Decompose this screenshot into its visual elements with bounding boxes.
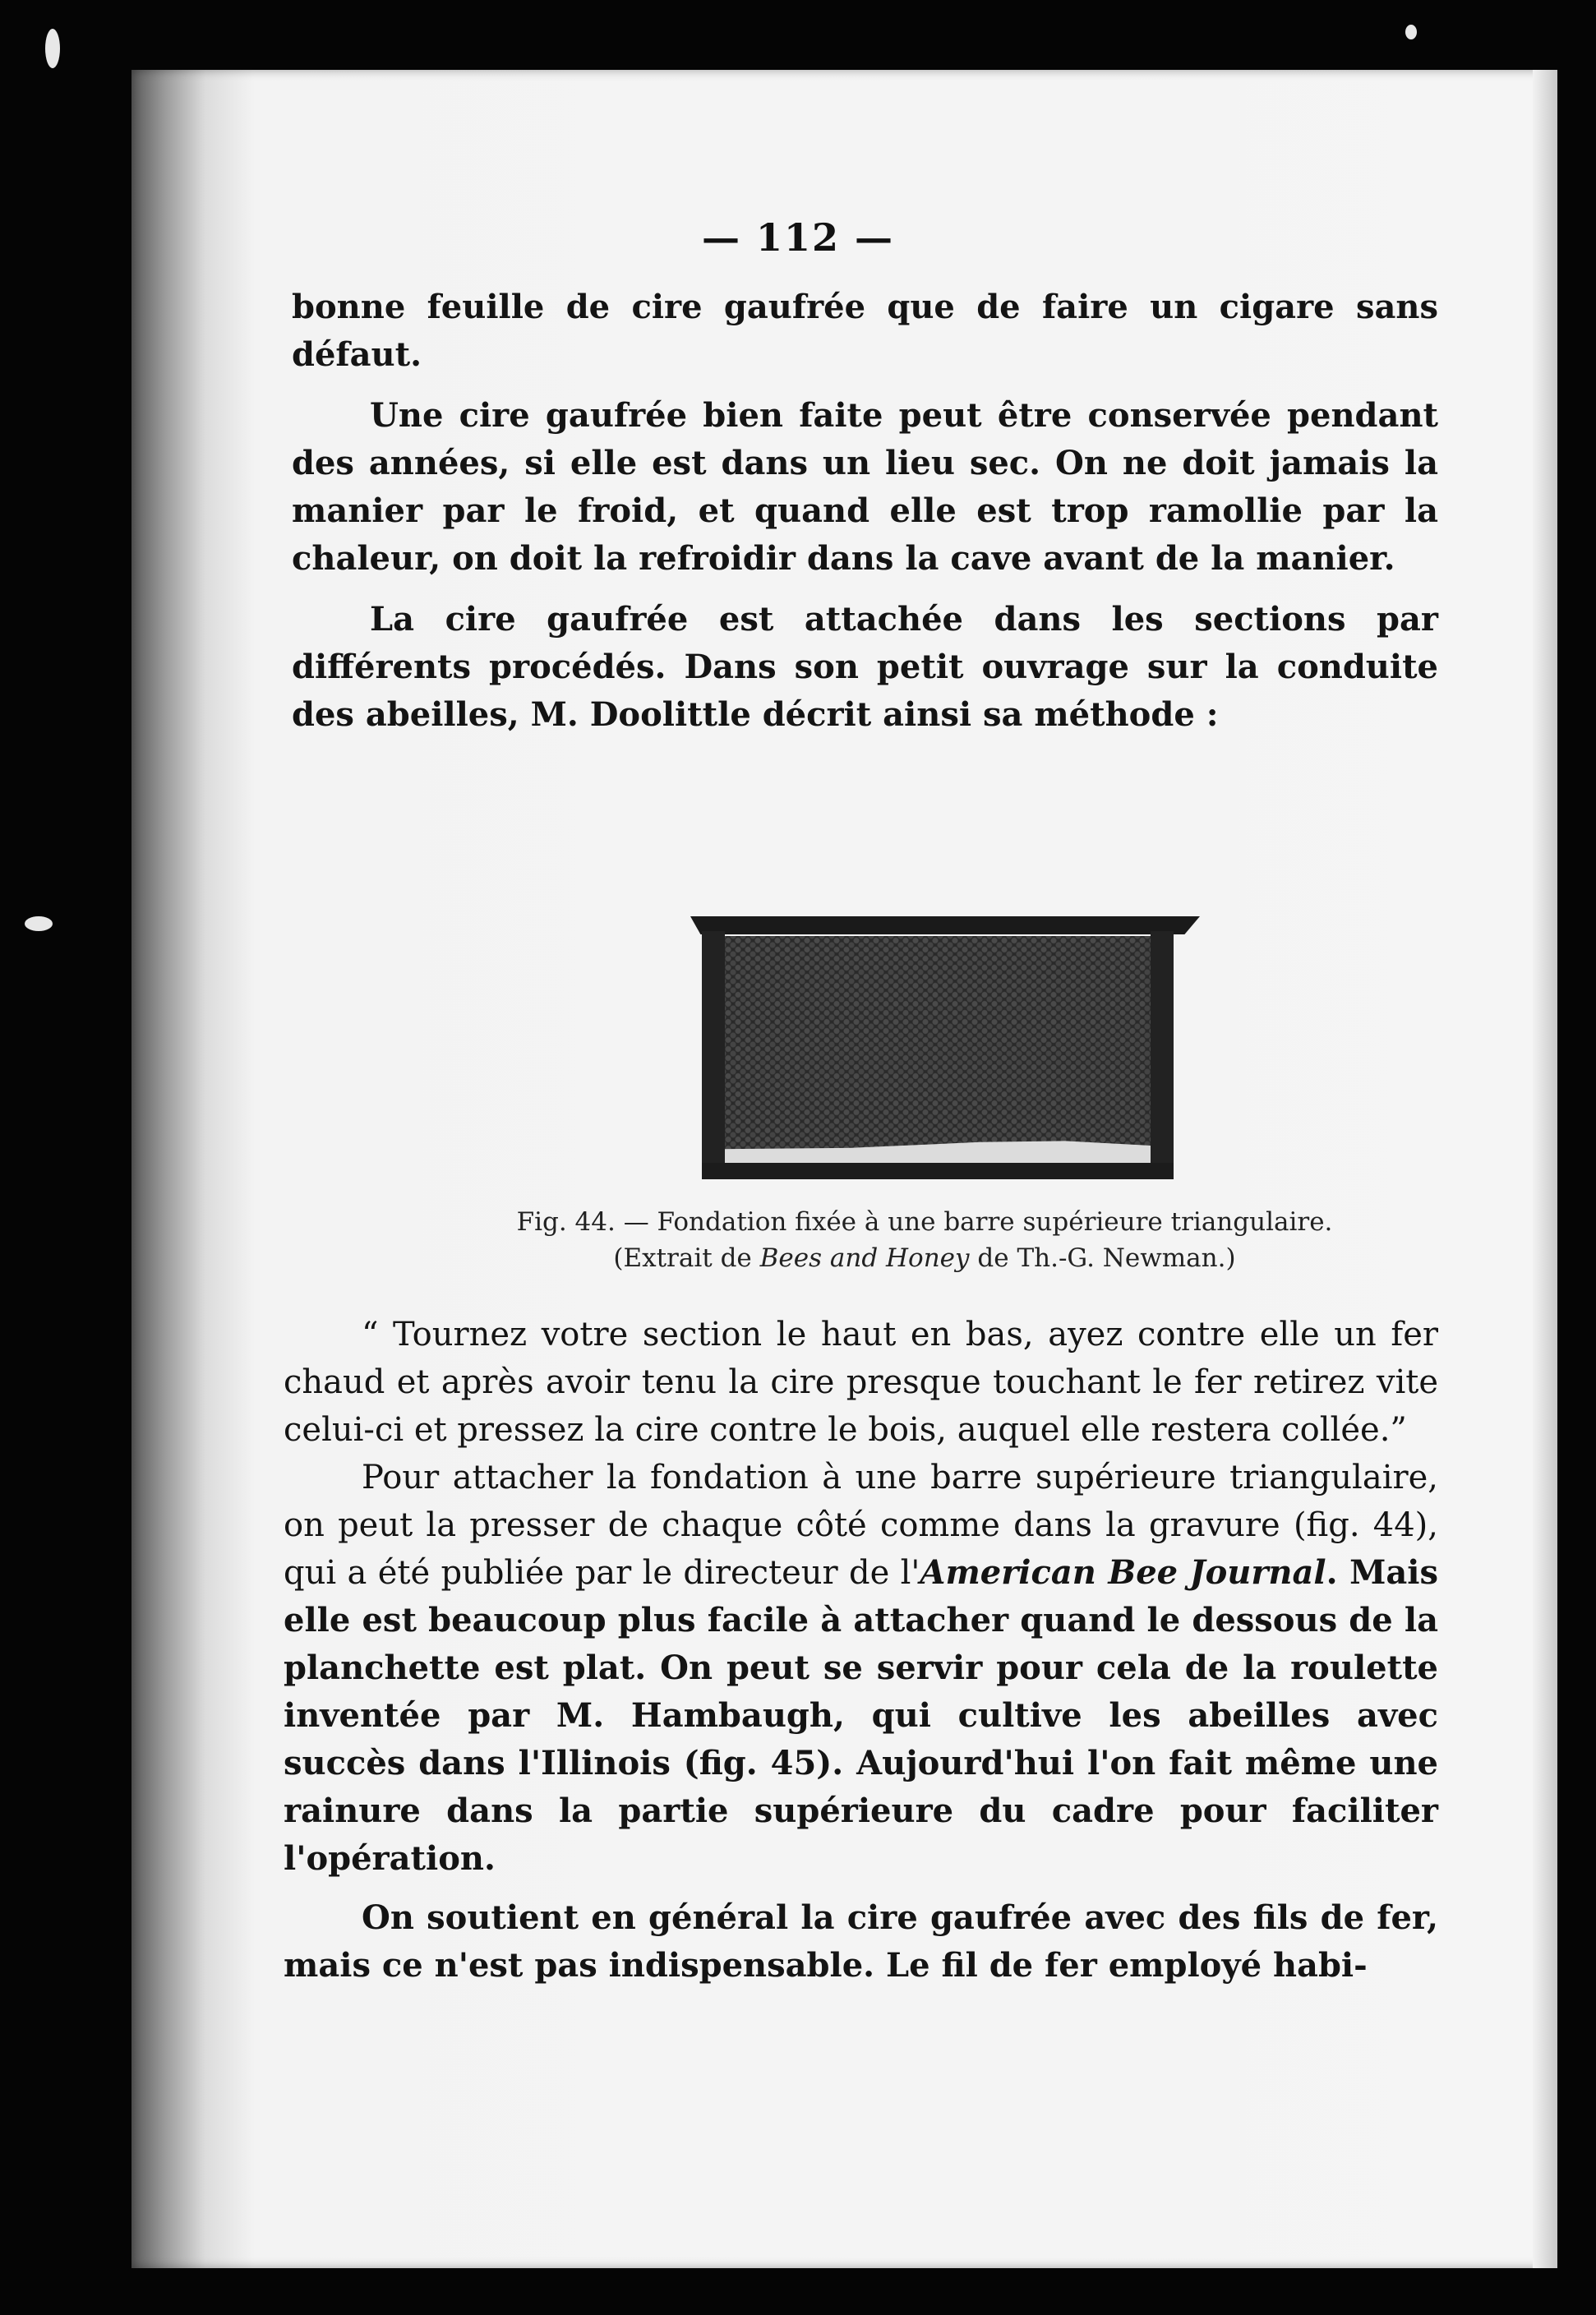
figure-caption: Fig. 44. — Fondation fixée à une barre supérieure triangulaire. — [516, 1207, 1333, 1237]
paragraph: La cire gaufrée est attachée dans les sections par différents procédés. Dans son petit ouvrage sur la conduite des abeilles, M. Doolittle décrit ainsi sa méthode : — [292, 600, 1438, 734]
scan-speck — [25, 916, 53, 931]
paragraph: On soutient en général la cire gaufrée avec des fils de fer, mais ce n'est pas indispensable. Le fil de fer employé habi- — [284, 1898, 1438, 1985]
page-edge — [1533, 70, 1557, 2268]
frame-top-bar — [690, 916, 1200, 934]
figure-caption-source — [460, 1240, 1389, 1276]
frame-bottom-bar — [702, 1163, 1174, 1179]
paragraph-continuation: bonne feuille de cire gaufrée que de faire un cigare sans défaut. — [292, 288, 1438, 374]
quote-paragraph: “ Tournez votre section le haut en bas, ayez contre elle un fer chaud et après avoir tenu la cire presque touchant le fer retirez vite celui-ci et pressez la cire contre le bois, auquel elle restera collée.” — [284, 1316, 1438, 1449]
text-block-top — [292, 284, 1438, 752]
figure-frame-illustration — [690, 916, 1200, 1187]
caption-source-prefix: (Extrait de — [613, 1243, 760, 1273]
frame-right-side — [1151, 931, 1174, 1178]
text-block-bottom — [284, 1311, 1438, 1990]
journal-title: American Bee Journal — [920, 1553, 1326, 1592]
scan-speck — [1405, 25, 1417, 39]
scan-speck — [45, 29, 60, 68]
page-number: — 112 — — [701, 215, 895, 260]
paragraph: Une cire gaufrée bien faite peut être conservée pendant des années, si elle est dans un lieu sec. On ne doit jamais la manier par le froid, et quand elle est trop ramollie par la chaleur, on doit la refroidir dans la cave avant de la manier. — [292, 396, 1438, 578]
frame-left-side — [702, 931, 725, 1178]
caption-source-title: Bees and Honey — [759, 1243, 970, 1273]
paragraph-text: . Mais elle est beaucoup plus facile à attacher quand le dessous de la planchette est plat. On peut se servir pour cela de la roulette inventée par M. Hambaugh, qui cultive les abeilles avec succès dans l'Illinois (fig. 45). Aujourd'hui l'on fait même une rainure dans la partie supérieure du cadre pour faciliter l'opération. — [284, 1553, 1439, 1878]
caption-source-suffix: de Th.-G. Newman.) — [969, 1243, 1236, 1273]
paragraph — [284, 1454, 1438, 1883]
honeycomb-foundation — [723, 936, 1151, 1163]
paragraph-text: Pour attacher la fondation à une barre supérieure triangulaire, on peut la presser de chaque côté comme dans la gravure (fig. 44), qui a été publiée par le directeur de l' — [284, 1459, 1438, 1592]
